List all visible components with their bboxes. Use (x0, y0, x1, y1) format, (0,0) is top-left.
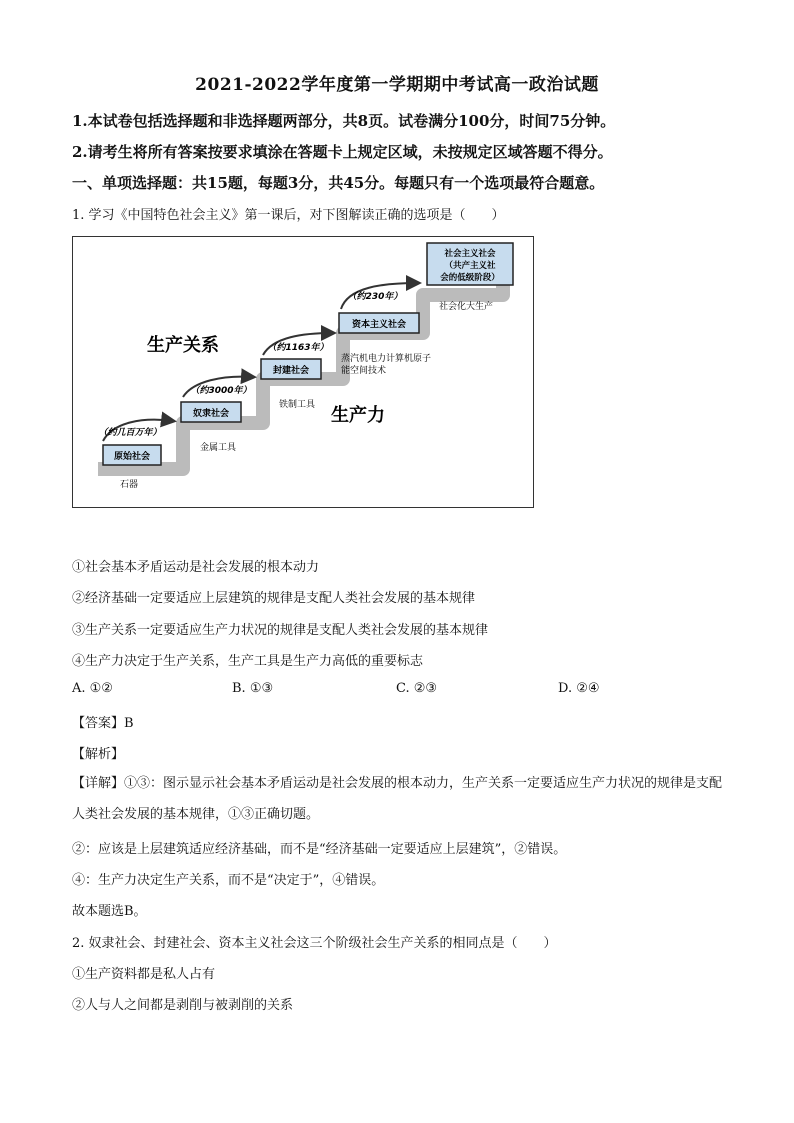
q1-option-a: A. ①② (72, 681, 113, 696)
q2-statement-2: ②人与人之间都是剥削与被剥削的关系 (72, 998, 294, 1013)
stage-name-socialist-3: 会的低级阶段） (440, 273, 500, 283)
q1-analysis-label: 【解析】 (72, 747, 125, 762)
q1-option-b: B. ①③ (232, 681, 274, 696)
stage-name-capitalist: 资本主义社会 (351, 320, 407, 330)
label-productive-forces: 生产力 (331, 405, 385, 426)
duration-slave: （约3000年） (190, 386, 252, 396)
q1-option-c: C. ②③ (396, 681, 438, 696)
tool-modern-1: 蒸汽机电力计算机原子 (341, 354, 432, 364)
q1-figure (72, 236, 534, 508)
tool-iron: 铁制工具 (278, 400, 316, 410)
q1-detail-1: 【详解】①③：图示显示社会基本矛盾运动是社会发展的根本动力，生产关系一定要适应生产力状况的规律是支配人类社会发展的基本规律，①③正确切题。 (72, 776, 723, 822)
tool-stone: 石器 (119, 480, 139, 490)
q1-detail-3: ④：生产力决定生产关系，而不是“决定于”，④错误。 (72, 873, 385, 888)
q1-stem: 1. 学习《中国特色社会主义》第一课后，对下图解读正确的选项是（ ） (72, 208, 505, 223)
q2-stem: 2. 奴隶社会、封建社会、资本主义社会这三个阶级社会生产关系的相同点是（ ） (72, 936, 557, 951)
stage-name-socialist-1: 社会主义社会 (444, 249, 496, 259)
duration-feudal: （约1163年） (267, 343, 329, 353)
q1-statement-1: ①社会基本矛盾运动是社会发展的根本动力 (72, 560, 320, 575)
q1-option-d: D. ②④ (558, 681, 600, 696)
tool-metal: 金属工具 (199, 443, 237, 453)
tool-modern-2: 能空间技术 (341, 366, 387, 376)
tool-socialized: 社会化大生产 (439, 302, 494, 312)
section-heading: 一、单项选择题：共15题，每题3分，共45分。每题只有一个选项最符合题意。 (72, 174, 605, 192)
q1-answer: 【答案】B (72, 716, 134, 731)
q1-statement-2: ②经济基础一定要适应上层建筑的规律是支配人类社会发展的基本规律 (72, 591, 476, 606)
label-relations-of-production: 生产关系 (147, 335, 219, 356)
stage-name-primitive: 原始社会 (113, 452, 151, 462)
stage-name-socialist-2: （共产主义社 (444, 261, 496, 271)
instruction-2: 2.请考生将所有答案按要求填涂在答题卡上规定区域，未按规定区域答题不得分。 (72, 143, 613, 161)
stage-name-slave: 奴隶社会 (192, 409, 230, 419)
duration-primitive: （约几百万年） (98, 428, 162, 438)
q2-statement-1: ①生产资料都是私人占有 (72, 967, 216, 982)
society-staircase-diagram (73, 237, 535, 509)
stage-name-feudal: 封建社会 (272, 366, 310, 376)
duration-capitalist: （约230年） (347, 292, 403, 302)
q1-statement-3: ③生产关系一定要适应生产力状况的规律是支配人类社会发展的基本规律 (72, 623, 489, 638)
exam-title: 2021-2022学年度第一学期期中考试高一政治试题 (195, 75, 599, 95)
q1-conclusion: 故本题选B。 (72, 904, 147, 919)
q1-detail-2: ②：应该是上层建筑适应经济基础，而不是“经济基础一定要适应上层建筑”，②错误。 (72, 842, 567, 857)
instruction-1: 1.本试卷包括选择题和非选择题两部分，共8页。试卷满分100分，时间75分钟。 (72, 112, 616, 130)
q1-statement-4: ④生产力决定于生产关系，生产工具是生产力高低的重要标志 (72, 654, 424, 669)
